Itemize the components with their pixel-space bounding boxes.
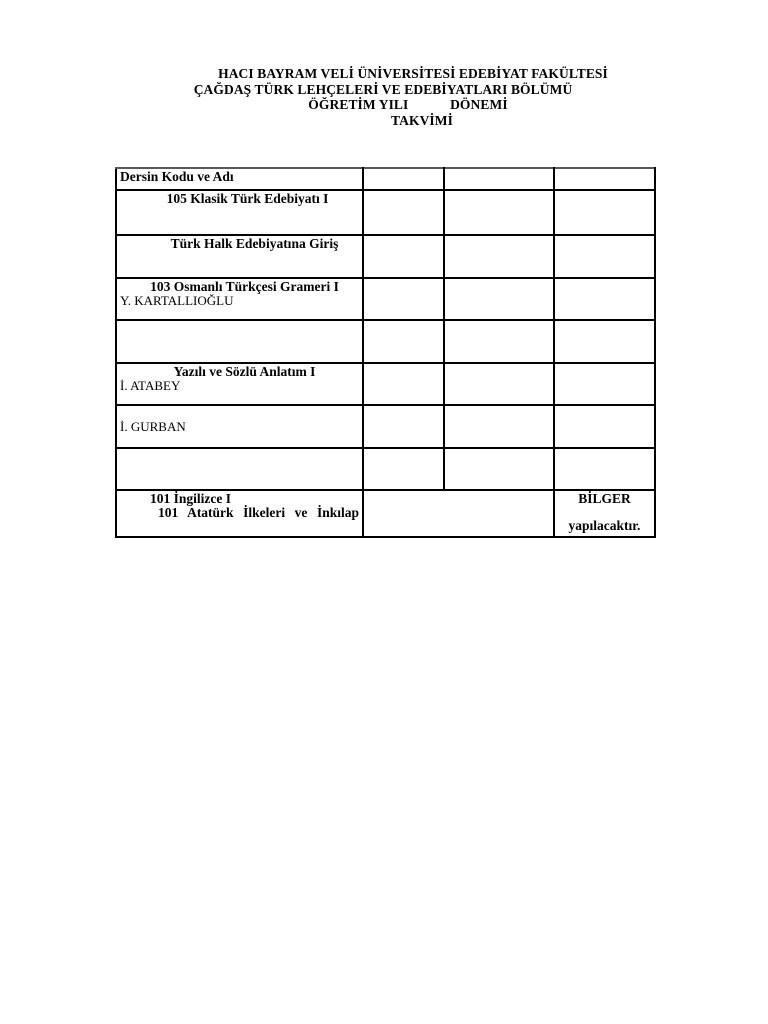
column-header-label: Dersin Kodu ve Adı: [120, 169, 234, 184]
empty-cell: [116, 448, 363, 490]
empty-cell: [554, 405, 655, 448]
course-cell: [116, 190, 363, 235]
table-row: [116, 490, 655, 537]
course-cell: [116, 363, 363, 405]
course-title: Türk Halk Edebiyatına Giriş: [170, 236, 339, 251]
note-line-2: yapılacaktır.: [568, 518, 641, 533]
table-row: [116, 190, 655, 235]
empty-cell: [444, 190, 554, 235]
empty-cell: [444, 363, 554, 405]
empty-cell: [444, 278, 554, 320]
empty-cell: [363, 278, 444, 320]
empty-cell: [554, 278, 655, 320]
instructor-name: Y. KARTALLIOĞLU: [120, 293, 234, 308]
course-schedule-table: [115, 167, 656, 538]
note-cell: [554, 490, 655, 537]
empty-cell: [444, 235, 554, 278]
table-header-row: [116, 168, 655, 190]
instructor-name: İ. ATABEY: [120, 378, 181, 393]
course-title-line-2: 101 Atatürk İlkeleri ve İnkılap: [158, 505, 359, 520]
course-cell: [116, 235, 363, 278]
course-title-line-1: 101 İngilizce I: [150, 491, 231, 506]
table-row: [116, 405, 655, 448]
course-cell: [116, 405, 363, 448]
empty-cell: [554, 235, 655, 278]
title-line-faculty: HACI BAYRAM VELİ ÜNİVERSİTESİ EDEBİYAT FAKÜLTESİ: [218, 66, 608, 81]
empty-cell: [554, 320, 655, 363]
title-line-calendar: TAKVİMİ: [391, 112, 453, 128]
header-cell-empty-1: [363, 168, 444, 190]
title-line-department: ÇAĞDAŞ TÜRK LEHÇELERİ VE EDEBİYATLARI BÖLÜMÜ: [193, 81, 573, 97]
empty-cell: [554, 448, 655, 490]
course-cell: [116, 490, 363, 537]
course-title: Yazılı ve Sözlü Anlatım I: [173, 364, 316, 379]
table-row: [116, 363, 655, 405]
title-line-academic-year: ÖĞRETİM YILI DÖNEMİ: [308, 97, 508, 112]
header-cell-empty-2: [444, 168, 554, 190]
empty-cell: [363, 363, 444, 405]
empty-cell: [444, 405, 554, 448]
course-cell: [116, 278, 363, 320]
empty-cell: [554, 190, 655, 235]
course-title: 103 Osmanlı Türkçesi Grameri I: [150, 279, 339, 294]
empty-cell: [363, 405, 444, 448]
note-line-1: BİLGER: [578, 491, 631, 506]
merged-empty-cell: [363, 490, 554, 537]
empty-cell: [363, 448, 444, 490]
document-title-block: [0, 66, 768, 128]
course-title: 105 Klasik Türk Edebiyatı I: [166, 191, 329, 206]
empty-cell: [363, 320, 444, 363]
table-row-empty: [116, 448, 655, 490]
empty-cell: [363, 190, 444, 235]
table-row-empty: [116, 320, 655, 363]
empty-cell: [444, 448, 554, 490]
empty-cell: [363, 235, 444, 278]
empty-cell: [116, 320, 363, 363]
instructor-name: İ. GURBAN: [120, 419, 186, 434]
empty-cell: [554, 363, 655, 405]
table-row: [116, 235, 655, 278]
header-cell-course: [116, 168, 363, 190]
empty-cell: [444, 320, 554, 363]
header-cell-empty-3: [554, 168, 655, 190]
table-row: [116, 278, 655, 320]
